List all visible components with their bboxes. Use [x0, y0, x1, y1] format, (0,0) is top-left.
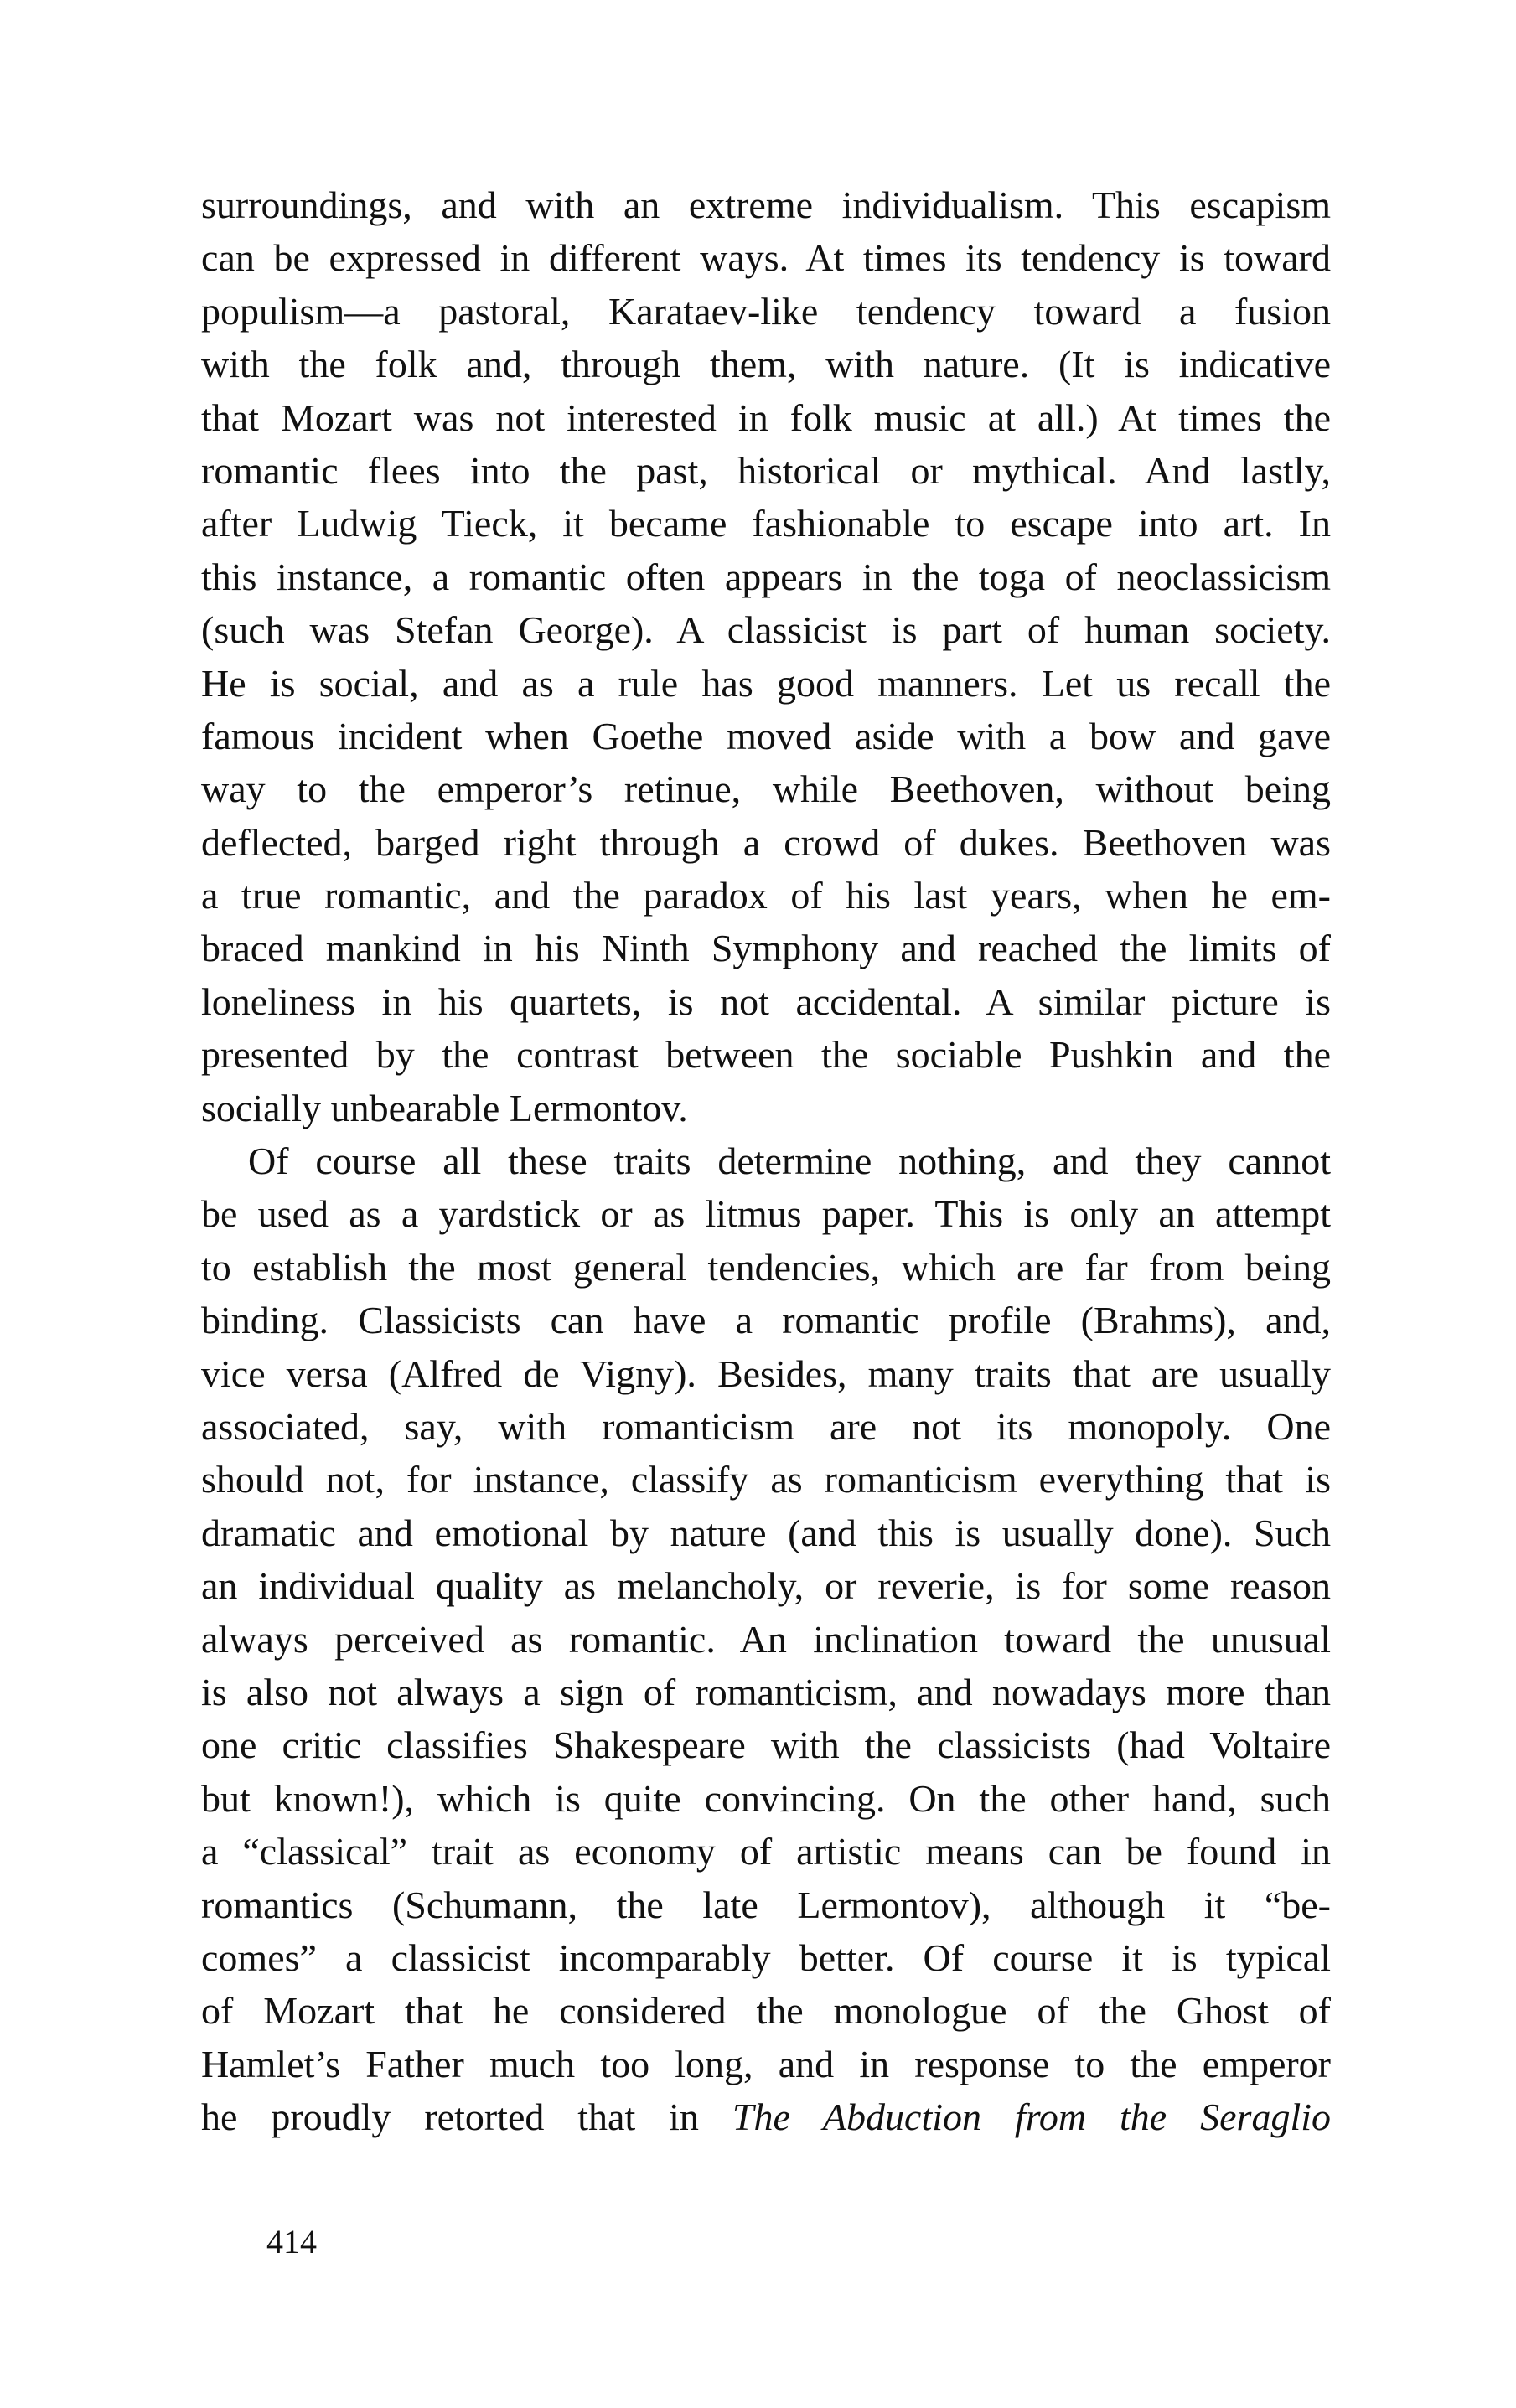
text-line: with the folk and, through them, with nature. (It is indicative: [201, 343, 1331, 386]
text-line: surroundings, and with an extreme individualism. This escapism: [201, 183, 1331, 226]
text-line: to establish the most general tendencies, which are far from being: [201, 1245, 1331, 1289]
page-number: 414: [266, 2223, 317, 2261]
text-line: but known!), which is quite convincing. On the other hand, such: [201, 1776, 1331, 1820]
text-line: is also not always a sign of romanticism, and nowadays more than: [201, 1670, 1331, 1713]
text-line: can be expressed in different ways. At times its tendency is toward: [201, 236, 1331, 280]
text-line: romantics (Schumann, the late Lermontov), although it “be-: [201, 1883, 1331, 1926]
text-line: after Ludwig Tieck, it became fashionable to escape into art. In: [201, 502, 1331, 545]
text-line: one critic classifies Shakespeare with the classicists (had Voltaire: [201, 1723, 1331, 1767]
paragraph-start-line: Of course all these traits determine nothing, and they cannot: [248, 1139, 1331, 1183]
text-line: loneliness in his quartets, is not accidental. A similar picture is: [201, 979, 1331, 1023]
book-title-italic: The Abduction from the Seraglio: [732, 2095, 1331, 2139]
text-line: populism—a pastoral, Karataev-like tendency toward a fusion: [201, 289, 1331, 333]
text-line: way to the emperor’s retinue, while Beethoven, without being: [201, 767, 1331, 811]
text-line: be used as a yardstick or as litmus paper. This is only an attempt: [201, 1192, 1331, 1236]
paragraph-end-line: socially unbearable Lermontov.: [201, 1086, 688, 1129]
text-line: that Mozart was not interested in folk music at all.) At times the: [201, 395, 1331, 439]
text-line: presented by the contrast between the sociable Pushkin and the: [201, 1033, 1331, 1077]
text-line: deflected, barged right through a crowd of dukes. Beethoven was: [201, 820, 1331, 864]
text-line: romantic flees into the past, historical or mythical. And lastly,: [201, 448, 1331, 492]
text-line: braced mankind in his Ninth Symphony and reached the limits of: [201, 927, 1331, 970]
text-line: of Mozart that he considered the monologue of the Ghost of: [201, 1989, 1331, 2033]
final-text-line: [201, 2090, 1331, 2143]
text-line: dramatic and emotional by nature (and this is usually done). Such: [201, 1511, 1331, 1554]
text-line: vice versa (Alfred de Vigny). Besides, many traits that are usually: [201, 1351, 1331, 1395]
body-text: [201, 178, 1331, 2143]
text-line: famous incident when Goethe moved aside with a bow and gave: [201, 714, 1331, 757]
text-line: (such was Stefan George). A classicist is part of human society.: [201, 608, 1331, 652]
text-line: always perceived as romantic. An inclination toward the unusual: [201, 1617, 1331, 1661]
text-line: Hamlet’s Father much too long, and in response to the emperor: [201, 2042, 1331, 2085]
text-line: should not, for instance, classify as romanticism everything that is: [201, 1458, 1331, 1501]
text-line: comes” a classicist incomparably better. Of course it is typical: [201, 1935, 1331, 1979]
final-line-lead: he proudly retorted that in: [201, 2095, 732, 2139]
text-line: binding. Classicists can have a romantic profile (Brahms), and,: [201, 1299, 1331, 1342]
text-line: this instance, a romantic often appears in the toga of neoclassicism: [201, 555, 1331, 598]
text-line: an individual quality as melancholy, or reverie, is for some reason: [201, 1564, 1331, 1608]
text-line: associated, say, with romanticism are not its monopoly. One: [201, 1404, 1331, 1448]
text-line: a true romantic, and the paradox of his last years, when he em-: [201, 874, 1331, 917]
text-line: a “classical” trait as economy of artistic means can be found in: [201, 1830, 1331, 1873]
text-line: He is social, and as a rule has good manners. Let us recall the: [201, 661, 1331, 705]
